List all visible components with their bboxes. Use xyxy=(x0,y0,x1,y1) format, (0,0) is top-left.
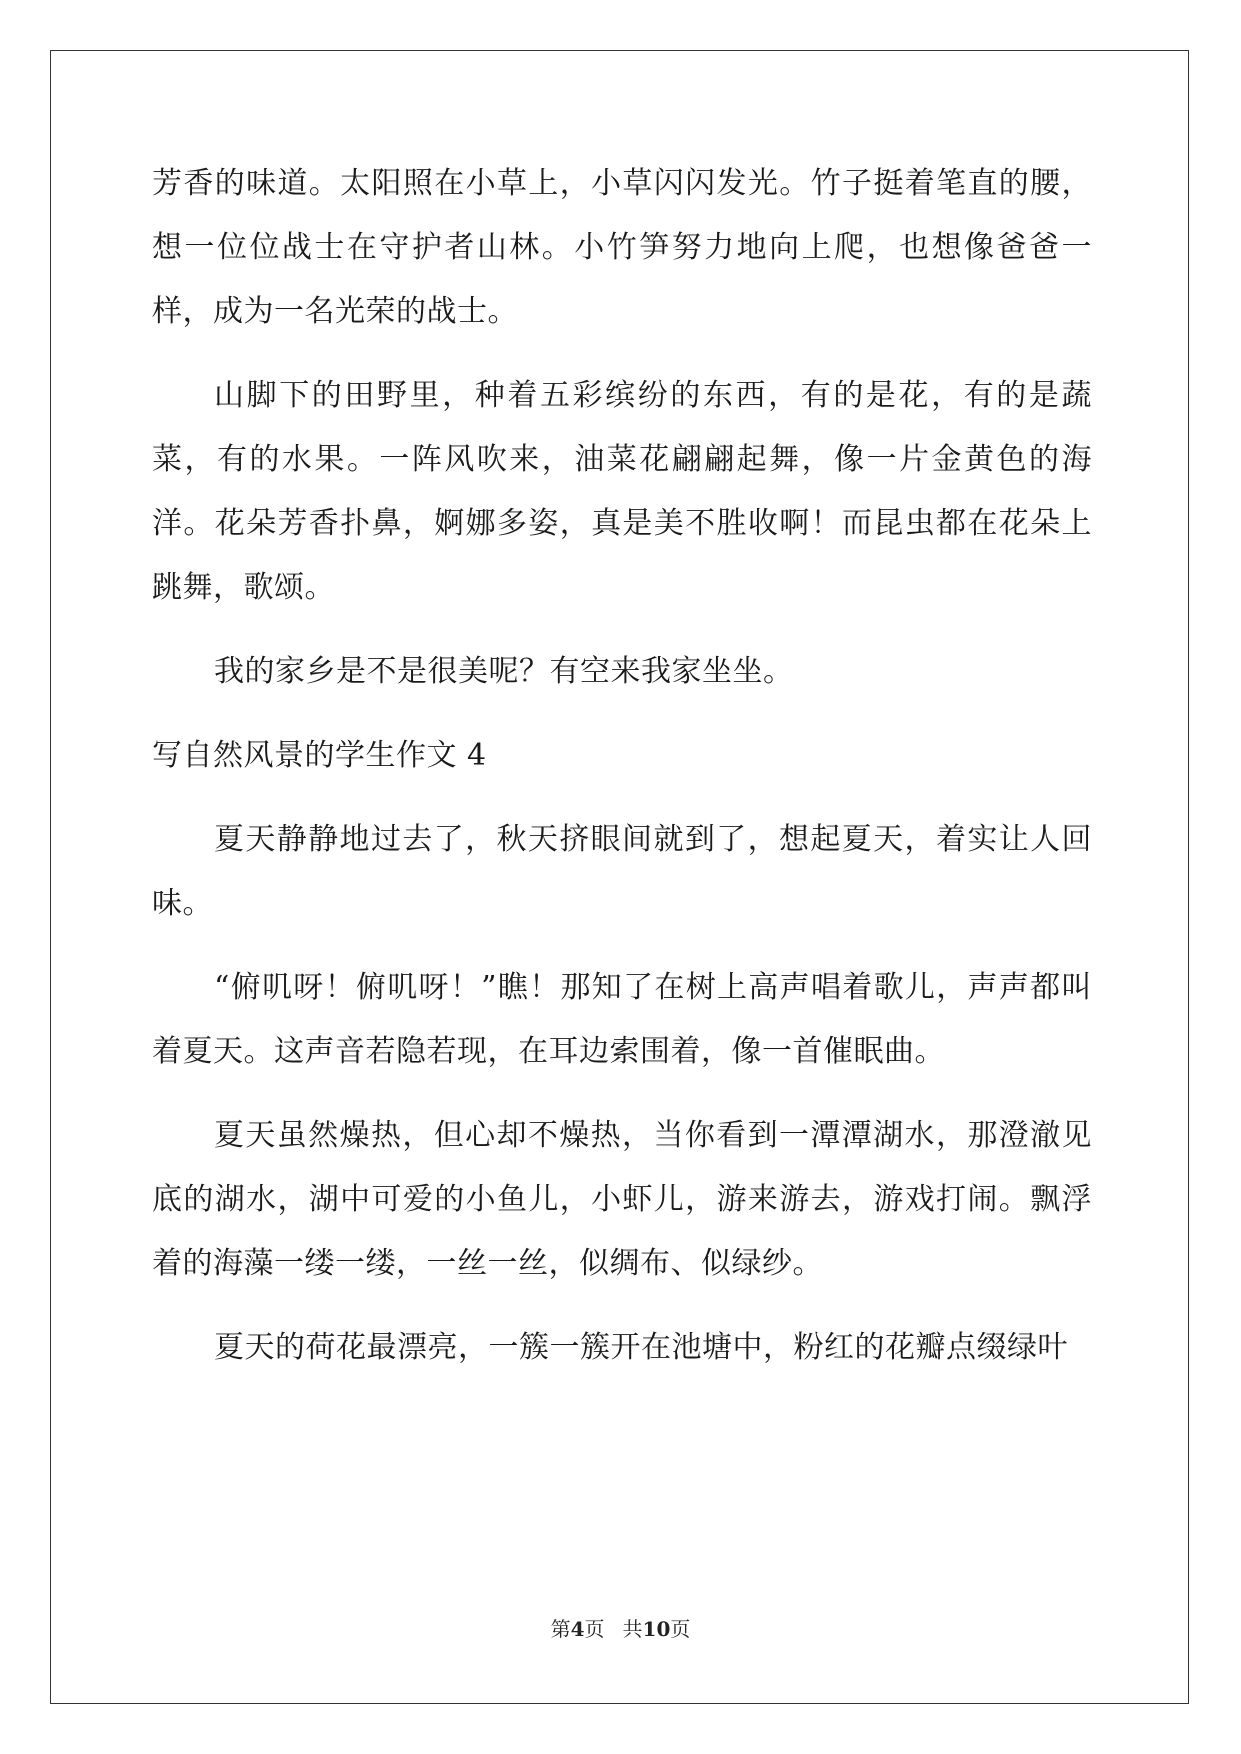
total-pages: 10 xyxy=(642,1617,671,1641)
page-footer xyxy=(0,1617,1241,1641)
paragraph-7: 夏天的荷花最漂亮，一簇一簇开在池塘中，粉红的花瓣点缀绿叶 xyxy=(214,1330,1068,1365)
paragraph-4: 夏天静静地过去了，秋天挤眼间就到了，想起夏天，着实让人回味。 xyxy=(152,822,1092,921)
paragraph-2: 山脚下的田野里，种着五彩缤纷的东西，有的是花，有的是蔬菜，有的水果。一阵风吹来，油菜花翩翩起舞，像一片金黄色的海洋。花朵芳香扑鼻，婀娜多姿，真是美不胜收啊！而昆虫都在花朵上跳舞，歌颂。 xyxy=(152,378,1092,605)
paragraph-5: “俯叽呀！俯叽呀！”瞧！那知了在树上高声唱着歌儿，声声都叫着夏天。这声音若隐若现，在耳边索围着，像一首催眠曲。 xyxy=(152,970,1092,1069)
page-suffix: 页 xyxy=(584,1617,605,1641)
page-prefix: 第 xyxy=(550,1617,571,1641)
total-prefix: 共 xyxy=(622,1617,643,1641)
document-body xyxy=(152,152,1092,1400)
total-suffix: 页 xyxy=(670,1617,691,1641)
paragraph-1: 芳香的味道。太阳照在小草上，小草闪闪发光。竹子挺着笔直的腰，想一位位战士在守护者山林。小竹笋努力地向上爬，也想像爸爸一样，成为一名光荣的战士。 xyxy=(152,166,1092,329)
paragraph-3: 我的家乡是不是很美呢？有空来我家坐坐。 xyxy=(214,654,794,689)
section-heading: 写自然风景的学生作文 4 xyxy=(152,738,487,773)
paragraph-6: 夏天虽然燥热，但心却不燥热，当你看到一潭潭湖水，那澄澈见底的湖水，湖中可爱的小鱼儿，小虾儿，游来游去，游戏打闹。飘浮着的海藻一缕一缕，一丝一丝，似绸布、似绿纱。 xyxy=(152,1118,1092,1281)
page-number: 4 xyxy=(570,1617,585,1641)
